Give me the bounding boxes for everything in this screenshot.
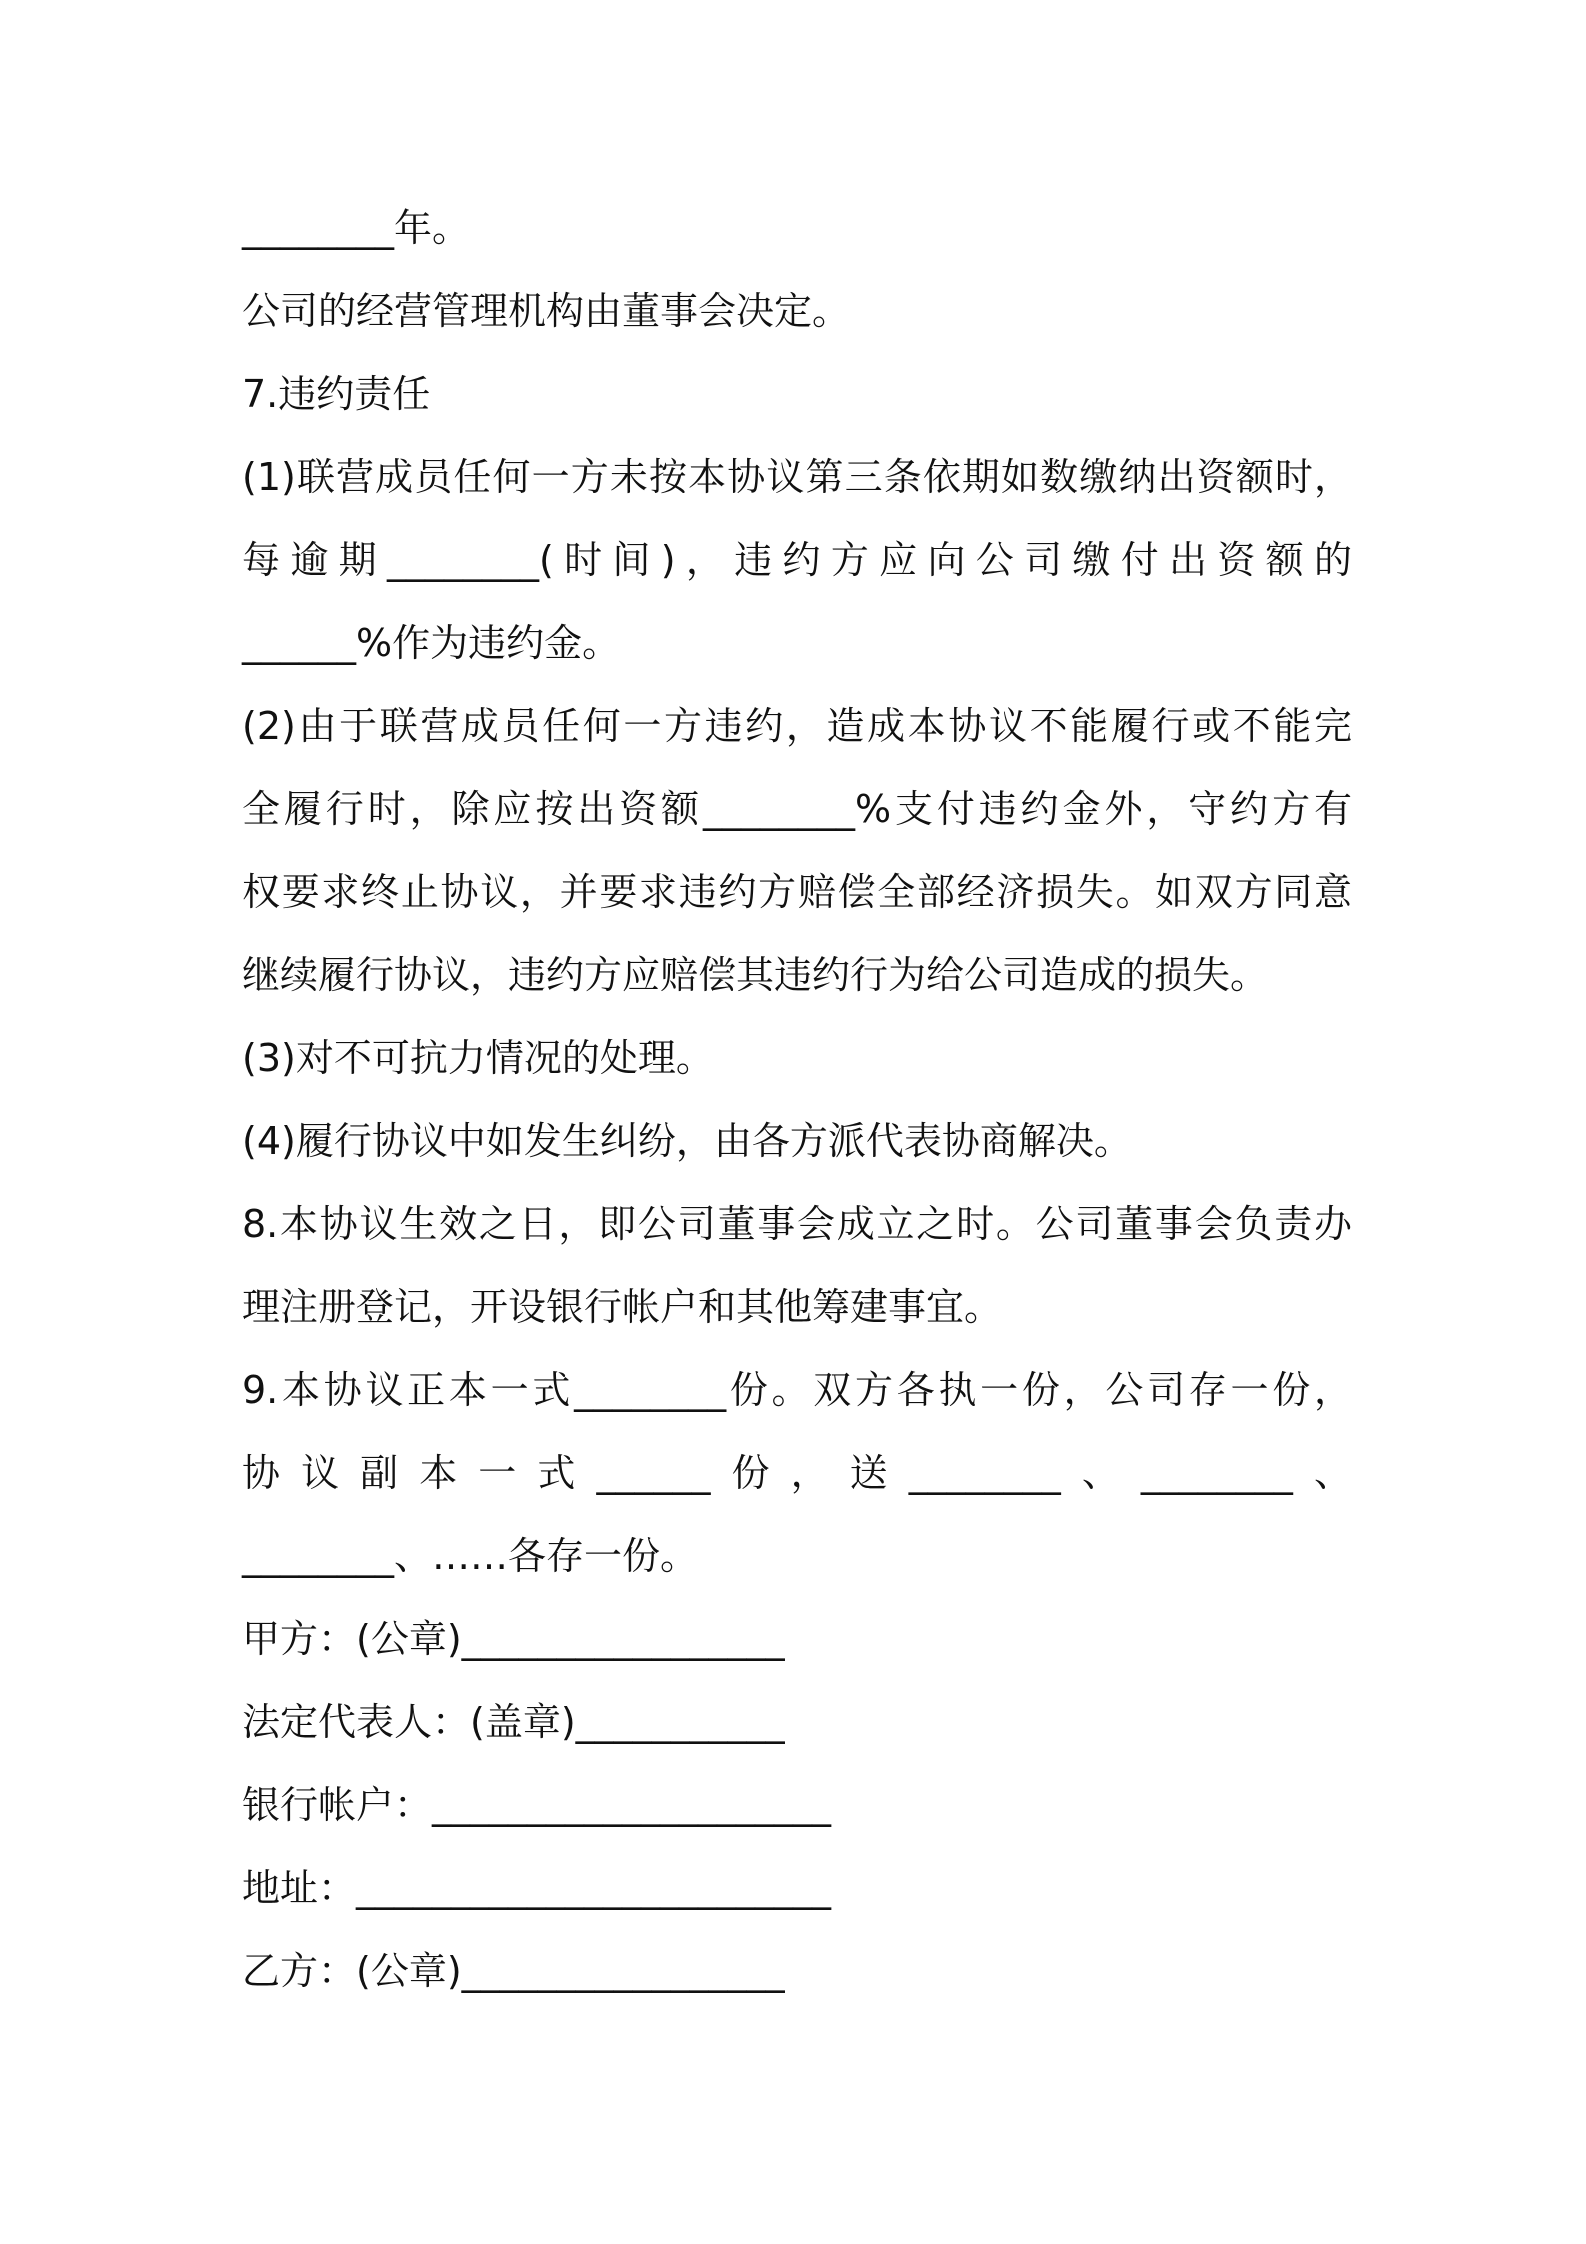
text-line: 每逾期________(时间)，违约方应向公司缴付出资额的 — [242, 538, 1352, 582]
bank-account-field: 银行帐户：_____________________ — [242, 1783, 832, 1827]
text-line: 8.本协议生效之日，即公司董事会成立之时。公司董事会负责办 — [242, 1202, 1352, 1246]
text-line: ______%作为违约金。 — [242, 621, 621, 665]
address-field: 地址：_________________________ — [242, 1866, 832, 1910]
signature-field-party-a: 甲方：(公章)_________________ — [242, 1617, 785, 1661]
text-line: ________、……各存一份。 — [242, 1534, 699, 1578]
signature-field-party-b: 乙方：(公章)_________________ — [242, 1949, 785, 1993]
signature-field-legal-rep: 法定代表人：(盖章)___________ — [242, 1700, 785, 1744]
text-line: (4)履行协议中如发生纠纷，由各方派代表协商解决。 — [242, 1119, 1132, 1163]
document-body — [242, 200, 1352, 2026]
text-line: 9.本协议正本一式________份。双方各执一份，公司存一份， — [242, 1368, 1352, 1412]
text-line: (3)对不可抗力情况的处理。 — [242, 1036, 714, 1080]
text-line: 继续履行协议，违约方应赔偿其违约行为给公司造成的损失。 — [242, 953, 1269, 997]
text-line: 全履行时，除应按出资额________%支付违约金外，守约方有 — [242, 787, 1352, 831]
text-line: 协议副本一式______份，送________、________、 — [242, 1451, 1352, 1495]
text-line: ________年。 — [242, 206, 471, 250]
text-line: 理注册登记，开设银行帐户和其他筹建事宜。 — [242, 1285, 1003, 1329]
text-line: 公司的经营管理机构由董事会决定。 — [242, 289, 851, 333]
text-line: 权要求终止协议，并要求违约方赔偿全部经济损失。如双方同意 — [242, 870, 1352, 914]
section-heading: 7.违约责任 — [242, 372, 431, 416]
text-line: (1)联营成员任何一方未按本协议第三条依期如数缴纳出资额时， — [242, 455, 1352, 499]
text-line: (2)由于联营成员任何一方违约，造成本协议不能履行或不能完 — [242, 704, 1352, 748]
